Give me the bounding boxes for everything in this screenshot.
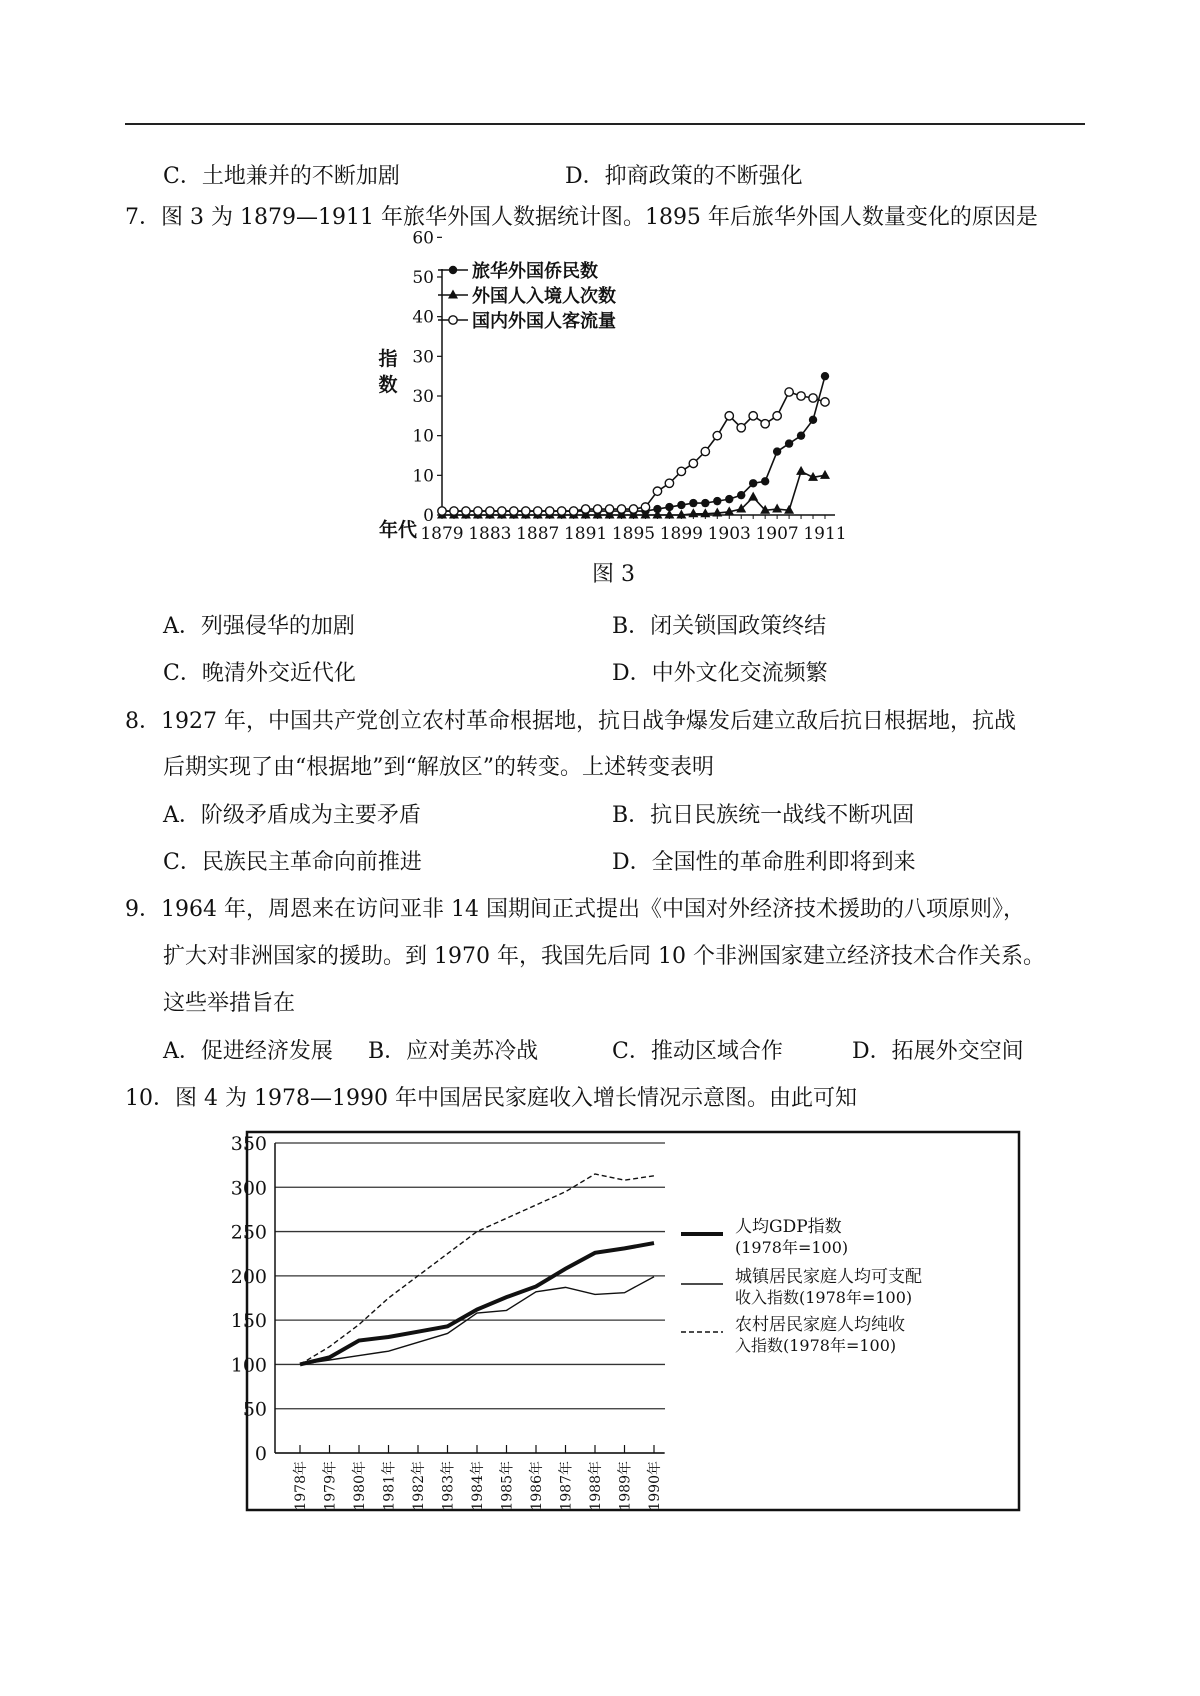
- data-point: [522, 507, 530, 515]
- data-point: [749, 479, 757, 487]
- legend-label: 农村居民家庭人均纯收: [735, 1315, 905, 1335]
- data-point: [713, 497, 721, 505]
- q9-option-c: C．推动区域合作: [612, 1039, 783, 1064]
- data-point: [498, 507, 506, 515]
- x-tick-label: 1985年: [499, 1461, 516, 1511]
- data-point: [665, 479, 673, 487]
- data-point: [797, 392, 805, 400]
- y-tick-label: 200: [230, 1265, 267, 1288]
- legend-label-note: (1978年=100): [735, 1238, 849, 1257]
- y-tick-label: 10: [412, 426, 434, 447]
- data-point: [737, 491, 745, 499]
- y-tick-label: 30: [412, 347, 434, 368]
- x-tick-label: 1989年: [617, 1461, 634, 1511]
- x-tick-label: 1978年: [293, 1461, 309, 1511]
- data-point: [557, 507, 565, 515]
- data-point: [749, 412, 757, 420]
- data-point: [677, 467, 685, 475]
- x-tick-label: 1907: [755, 524, 799, 544]
- data-point: [773, 412, 781, 420]
- q7-option-d: D．中外文化交流频繁: [612, 661, 828, 686]
- q8-option-d: D．全国性的革命胜利即将到来: [612, 850, 916, 875]
- x-tick-label: 1903: [707, 524, 751, 544]
- data-point: [629, 505, 637, 513]
- y-tick-label: 250: [230, 1221, 267, 1244]
- q8-stem-line1: 8．1927 年，中国共产党创立农村革命根据地，抗日战争爆发后建立敌后抗日根据地，抗战: [125, 709, 1016, 734]
- x-tick-label: 1983年: [440, 1461, 457, 1511]
- y-tick-label: 60: [412, 228, 434, 249]
- x-tick-label: 1891: [563, 524, 608, 544]
- data-point: [725, 412, 733, 420]
- y-tick-label: 40: [412, 307, 434, 328]
- series-line: [442, 392, 825, 511]
- y-tick-label: 350: [230, 1133, 267, 1155]
- q8-option-a: A．阶级矛盾成为主要矛盾: [163, 803, 421, 828]
- data-point: [462, 507, 470, 515]
- data-point: [450, 507, 458, 515]
- legend-label: 城镇居民家庭人均可支配: [735, 1267, 922, 1287]
- data-point: [796, 466, 806, 475]
- x-tick-label: 1984年: [470, 1461, 486, 1511]
- data-point: [797, 431, 805, 439]
- q9-option-d: D．拓展外交空间: [852, 1039, 1024, 1064]
- data-point: [448, 290, 458, 299]
- q6-option-c: C．土地兼并的不断加剧: [163, 164, 400, 189]
- data-point: [581, 505, 589, 513]
- x-tick-label: 1899: [659, 524, 704, 544]
- data-point: [486, 507, 494, 515]
- x-tick-label: 1987年: [558, 1461, 575, 1511]
- data-point: [725, 495, 733, 503]
- data-point: [593, 505, 601, 513]
- legend-label: 外国人入境人次数: [472, 286, 616, 307]
- data-point: [713, 431, 721, 439]
- data-point: [546, 507, 554, 515]
- data-point: [772, 504, 782, 513]
- y-tick-label: 50: [412, 268, 434, 288]
- x-tick-label: 1911: [803, 524, 847, 544]
- data-point: [809, 394, 817, 402]
- x-axis-label: 年代: [378, 519, 418, 541]
- x-tick-label: 1887: [516, 524, 560, 544]
- data-point: [737, 424, 745, 432]
- q9-stem-line3: 这些举措旨在: [163, 991, 296, 1016]
- q9-stem-line1: 9．1964 年，周恩来在访问亚非 14 国期间正式提出《中国对外经济技术援助的八项原则》，: [125, 897, 1025, 922]
- y-axis-label: 指: [378, 348, 398, 370]
- data-point: [701, 499, 709, 507]
- y-axis-label: 数: [378, 374, 398, 396]
- x-tick-label: 1980年: [352, 1461, 368, 1511]
- q7-option-c: C．晚清外交近代化: [163, 661, 356, 686]
- y-tick-label: 10: [412, 466, 434, 487]
- data-point: [534, 507, 542, 515]
- x-tick-label: 1879: [420, 524, 464, 544]
- x-tick-label: 1986年: [529, 1461, 545, 1511]
- series-line: [442, 376, 825, 511]
- figure-4-chart: [230, 1130, 1025, 1515]
- x-tick-label: 1883: [468, 524, 512, 544]
- q7-option-b: B．闭关锁国政策终结: [612, 614, 827, 639]
- data-point: [820, 470, 830, 479]
- y-tick-label: 0: [423, 506, 434, 526]
- data-point: [449, 266, 457, 274]
- legend-label-note: 入指数(1978年=100): [735, 1336, 897, 1355]
- data-point: [653, 505, 661, 513]
- legend-label-note: 收入指数(1978年=100): [735, 1288, 913, 1307]
- y-tick-label: 300: [230, 1177, 267, 1200]
- q7-option-a: A．列强侵华的加剧: [163, 614, 355, 639]
- data-point: [617, 505, 625, 513]
- x-tick-label: 1982年: [411, 1461, 427, 1511]
- q8-option-c: C．民族民主革命向前推进: [163, 850, 422, 875]
- y-tick-label: 0: [254, 1443, 267, 1465]
- data-point: [689, 459, 697, 467]
- y-tick-label: 30: [412, 387, 434, 407]
- data-point: [785, 388, 793, 396]
- x-tick-label: 1895: [611, 524, 656, 544]
- legend-label: 国内外国人客流量: [472, 311, 616, 332]
- x-tick-label: 1990年: [647, 1461, 663, 1511]
- data-point: [605, 505, 613, 513]
- y-tick-label: 100: [230, 1354, 267, 1377]
- data-point: [809, 416, 817, 424]
- data-point: [677, 501, 685, 509]
- x-tick-label: 1979年: [322, 1461, 339, 1511]
- data-point: [761, 477, 769, 485]
- figure-3-caption: 图 3: [592, 562, 635, 587]
- data-point: [438, 507, 446, 515]
- q7-stem: 7．图 3 为 1879—1911 年旅华外国人数据统计图。1895 年后旅华外国人数量变化的原因是: [125, 205, 1038, 230]
- data-point: [773, 447, 781, 455]
- data-point: [665, 503, 673, 511]
- y-tick-label: 50: [242, 1398, 267, 1421]
- data-point: [821, 398, 829, 406]
- data-point: [510, 507, 518, 515]
- data-point: [701, 447, 709, 455]
- q9-option-a: A．促进经济发展: [163, 1039, 333, 1064]
- legend-label: 旅华外国侨民数: [472, 261, 598, 282]
- data-point: [474, 507, 482, 515]
- q8-stem-line2: 后期实现了由“根据地”到“解放区”的转变。上述转变表明: [163, 755, 714, 780]
- legend-label: 人均GDP指数: [735, 1217, 842, 1237]
- y-tick-label: 150: [230, 1310, 267, 1333]
- q9-option-b: B．应对美苏冷战: [368, 1039, 539, 1064]
- q8-option-b: B．抗日民族统一战线不断巩固: [612, 803, 915, 828]
- header-rule: [125, 123, 1085, 125]
- x-tick-label: 1981年: [381, 1461, 398, 1511]
- x-tick-label: 1988年: [588, 1461, 604, 1511]
- data-point: [761, 420, 769, 428]
- data-point: [688, 508, 698, 517]
- q10-stem: 10．图 4 为 1978—1990 年中国居民家庭收入增长情况示意图。由此可知: [125, 1086, 857, 1111]
- data-point: [641, 503, 649, 511]
- figure-3-chart: [360, 228, 860, 552]
- q6-option-d: D．抑商政策的不断强化: [565, 164, 803, 189]
- data-point: [569, 507, 577, 515]
- data-point: [449, 316, 457, 324]
- q9-stem-line2: 扩大对非洲国家的援助。到 1970 年，我国先后同 10 个非洲国家建立经济技术合作关系。: [163, 944, 1045, 969]
- data-point: [821, 372, 829, 380]
- data-point: [653, 487, 661, 495]
- data-point: [748, 492, 758, 501]
- data-point: [785, 439, 793, 447]
- data-point: [689, 499, 697, 507]
